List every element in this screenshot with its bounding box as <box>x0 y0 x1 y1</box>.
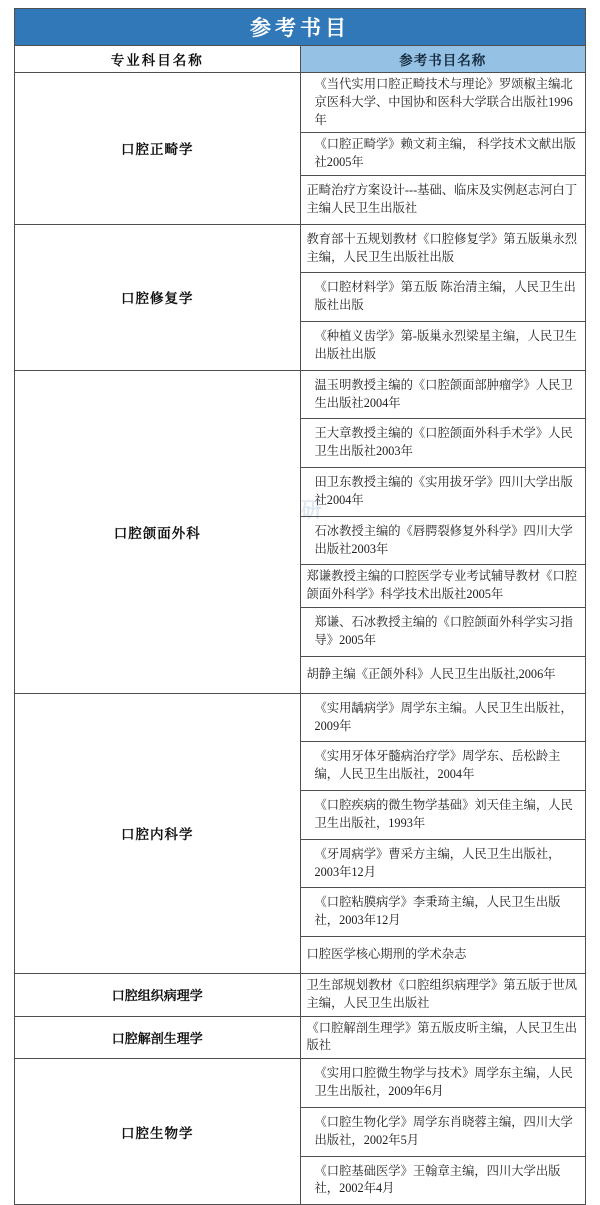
reference-entry: 卫生部规划教材《口腔组织病理学》第五版于世凤主编，人民卫生出版社 <box>300 973 586 1016</box>
reference-entry: 口腔医学核心期刑的学术杂志 <box>300 936 586 973</box>
subject-cell-oral-biology: 口腔生物学 <box>15 1059 301 1205</box>
reference-entry: 《实用牙体牙髓病治疗学》周学东、岳松龄主编，人民卫生出版社，2004年 <box>300 742 586 791</box>
subject-cell-oral-histopathology: 口腔组织病理学 <box>15 973 301 1016</box>
bibliography-table <box>14 8 586 1205</box>
column-header-reference: 参考书目名称 <box>300 46 586 73</box>
reference-entry: 《口腔解剖生理学》第五版皮昕主编，人民卫生出版社 <box>300 1016 586 1059</box>
reference-entry: 郑谦教授主编的口腔医学专业考试辅导教材《口腔颌面外科学》科学技术出版社2005年 <box>300 565 586 608</box>
subject-cell-prosthodontics: 口腔修复学 <box>15 224 301 370</box>
table-row <box>15 370 586 419</box>
reference-entry: 《口腔正畸学》赖文莉主编， 科学技术文献出版社2005年 <box>300 133 586 176</box>
table-row <box>15 973 586 1016</box>
reference-entry: 温玉明教授主编的《口腔颌面部肿瘤学》人民卫生出版社2004年 <box>300 370 586 419</box>
reference-entry: 胡静主编《正颌外科》人民卫生出版社,2006年 <box>300 656 586 693</box>
table-row <box>15 224 586 273</box>
reference-entry: 《口腔生物化学》周学东肖晓蓉主编，四川大学出版社，2002年5月 <box>300 1107 586 1156</box>
table-body <box>15 9 586 1205</box>
table-title-row <box>15 9 586 46</box>
column-header-subject: 专业科目名称 <box>15 46 301 73</box>
table-row <box>15 1059 586 1108</box>
reference-entry: 《种植义齿学》第-版巢永烈梁星主编，人民卫生出版社出版 <box>300 322 586 371</box>
page-title: 参考书目 <box>15 9 586 46</box>
reference-entry: 郑谦、石冰教授主编的《口腔颌面外科学实习指导》2005年 <box>300 608 586 657</box>
subject-cell-maxillofacial-surgery: 口腔颌面外科 <box>15 370 301 693</box>
reference-entry: 《口腔疾病的微生物学基础》刘天佳主编，人民卫生出版社，1993年 <box>300 791 586 840</box>
reference-entry: 《口腔粘膜病学》李秉琦主编，人民卫生出版社，2003年12月 <box>300 888 586 937</box>
reference-entry: 正畸治疗方案设计---基础、临床及实例赵志河白丁主编人民卫生出版社 <box>300 176 586 225</box>
reference-entry: 《口腔基础医学》王翰章主编，四川大学出版社，2002年4月 <box>300 1156 586 1205</box>
reference-entry: 《实用龋病学》周学东主编。人民卫生出版社，2009年 <box>300 693 586 742</box>
reference-entry: 《实用口腔微生物学与技术》周学东主编，人民卫生出版社，2009年6月 <box>300 1059 586 1108</box>
reference-entry: 《口腔材料学》第五版 陈治清主编，人民卫生出版社出版 <box>300 273 586 322</box>
reference-entry: 王大章教授主编的《口腔颌面外科手术学》人民卫生出版社2003年 <box>300 419 586 468</box>
table-header-row <box>15 46 586 73</box>
subject-cell-oral-anatomy-physiology: 口腔解剖生理学 <box>15 1016 301 1059</box>
reference-entry: 田卫东教授主编的《实用拔牙学》四川大学出版社2004年 <box>300 468 586 517</box>
reference-entry: 《牙周病学》曹采方主编，人民卫生出版社，2003年12月 <box>300 839 586 888</box>
reference-entry: 石冰教授主编的《唇腭裂修复外科学》四川大学出版社2003年 <box>300 516 586 565</box>
table-row <box>15 693 586 742</box>
reference-entry: 《当代实用口腔正畸技术与理论》罗颂椒主编北京医科大学、中国协和医科大学联合出版社1996年 <box>300 73 586 133</box>
subject-cell-endodontics: 口腔内科学 <box>15 693 301 973</box>
reference-entry: 教育部十五规划教材《口腔修复学》第五版巢永烈主编，人民卫生出版社出版 <box>300 224 586 273</box>
subject-cell-orthodontics: 口腔正畸学 <box>15 73 301 225</box>
table-row <box>15 73 586 133</box>
table-row <box>15 1016 586 1059</box>
